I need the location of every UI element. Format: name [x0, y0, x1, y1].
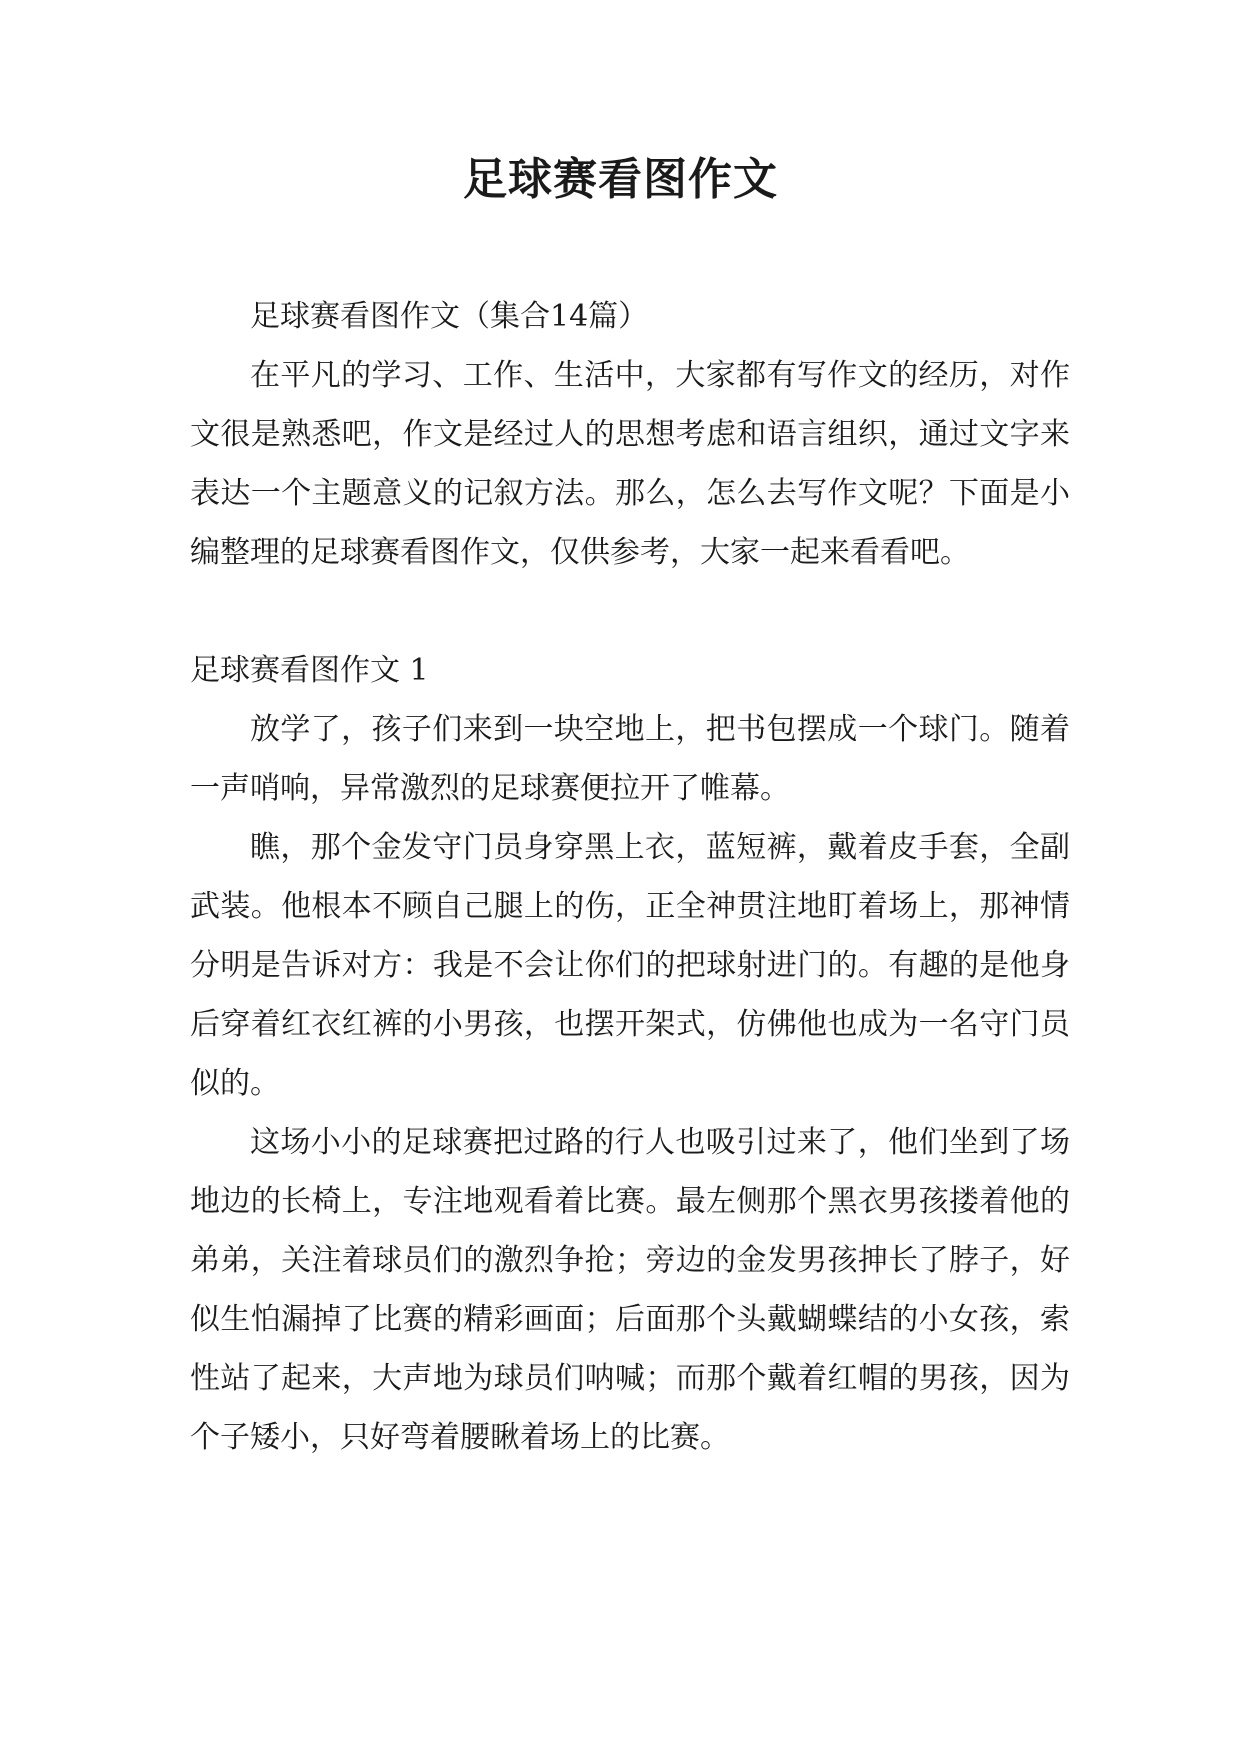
section-gap: [190, 582, 1070, 641]
document-title: 足球赛看图作文: [463, 154, 778, 205]
document-body: [190, 287, 1070, 1467]
section-paragraph: 放学了，孩子们来到一块空地上，把书包摆成一个球门。随着一声哨响，异常激烈的足球赛便拉开了帷幕。: [190, 712, 1070, 806]
section-paragraph: 瞧，那个金发守门员身穿黑上衣，蓝短裤，戴着皮手套，全副武装。他根本不顾自己腿上的伤，正全神贯注地盯着场上，那神情分明是告诉对方：我是不会让你们的把球射进门的。有趣的是他身后穿着红衣红裤的小男孩，也摆开架式，仿佛他也成为一名守门员似的。: [190, 830, 1070, 1101]
section-paragraph: 这场小小的足球赛把过路的行人也吸引过来了，他们坐到了场地边的长椅上，专注地观看着比赛。最左侧那个黑衣男孩搂着他的弟弟，关注着球员们的激烈争抢；旁边的金发男孩抻长了脖子，好似生怕漏掉了比赛的精彩画面；后面那个头戴蝴蝶结的小女孩，索性站了起来，大声地为球员们呐喊；而那个戴着红帽的男孩，因为个子矮小，只好弯着腰瞅着场上的比赛。: [190, 1125, 1070, 1455]
section-heading: 足球赛看图作文 1: [190, 653, 429, 688]
intro-heading: 足球赛看图作文（集合14篇）: [250, 299, 649, 334]
intro-paragraph: 在平凡的学习、工作、生活中，大家都有写作文的经历，对作文很是熟悉吧，作文是经过人的思想考虑和语言组织，通过文字来表达一个主题意义的记叙方法。那么，怎么去写作文呢？下面是小编整理的足球赛看图作文，仅供参考，大家一起来看看吧。: [190, 358, 1070, 570]
